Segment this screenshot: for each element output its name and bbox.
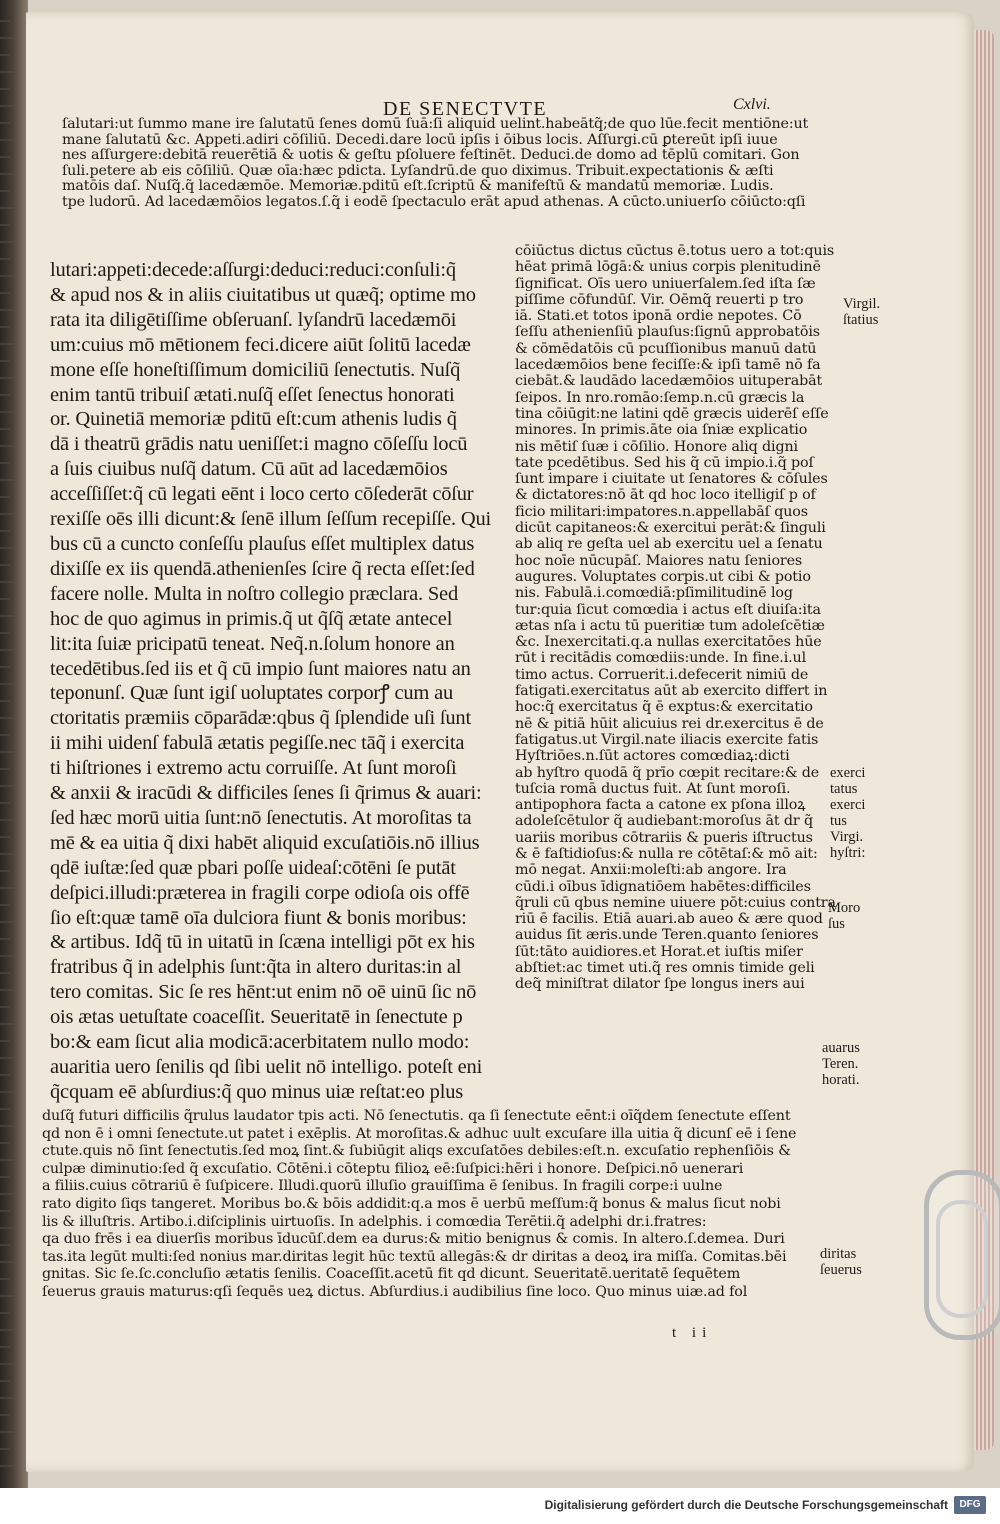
facing-page-line xyxy=(0,887,17,889)
commentary-line: tas.ita legūt multi:ſed nonius mar.diritas legit hūc textū allegās:& dr diritas a deoꝝ ira miſſa. Comitas.bēi xyxy=(42,1248,787,1265)
commentary-line: matōis daſ. Nuſq̃.q̃ lacedæmōe. Memoriæ.pditū eſt.ſcriptū & manifeſtū & mandatū memoriæ. Ludis. xyxy=(62,178,774,195)
commentary-line: & cōmēdatōis cū pcuſſionibus manuū datū xyxy=(515,340,817,357)
facing-page-line xyxy=(0,190,10,192)
text-line: lutari:appeti:decede:aſſurgi:deduci:reduci:conſuli:q̃ xyxy=(50,259,456,281)
text-line: tecedētibus.ſed iis et q̃ cū impio ſunt maiores natu an xyxy=(50,657,471,680)
facing-page-line xyxy=(0,1261,17,1263)
marginal-note-line: hyſtri: xyxy=(830,845,866,861)
text-line: ſed hæc morū uitia ſunt:nō ſenectutis. At moroſitas ta xyxy=(50,806,472,829)
commentary-line: & dictatores:nō āt qd hoc loco itelligiſ p of xyxy=(515,487,816,504)
facing-page-line xyxy=(0,207,17,209)
commentary-line: hoc noīe nūcupāſ. Maiores natu ſeniores xyxy=(515,552,803,569)
facing-page-line xyxy=(0,1295,17,1297)
commentary-line: q̃ruli cū qbus nemine uiuere pōt:cuius contra xyxy=(515,894,836,911)
facing-page-line xyxy=(0,1414,10,1416)
facing-page-line xyxy=(0,1448,10,1450)
commentary-line: mō negat. Anxii:moleſti:ab angore. Ira xyxy=(515,862,787,879)
folio-number: Cxlvi. xyxy=(733,96,771,113)
marginal-note-exercitatus xyxy=(830,765,865,861)
text-line: lit:ita ſuiæ pricipatū teneat. Neq̃.n.ſolum honore an xyxy=(50,632,455,655)
marginal-note-line: horati. xyxy=(822,1072,860,1088)
text-line: fratribus q̃ in adelphis ſunt:q̃ta in altero duritas:in al xyxy=(50,956,462,979)
facing-page-line xyxy=(0,989,17,991)
commentary-line: riū ē facilis. Etiā auari.ab aueo & ære quod xyxy=(515,911,823,928)
commentary-line: nis mētiſ ſuæ i cōſilio. Honore aliq digni xyxy=(515,438,798,455)
commentary-line: ſunt impare i ciuitate ut ſenatores & cōſules xyxy=(515,471,828,488)
commentary-line: ficio militari:impatores.n.appellabāſ quos xyxy=(515,503,808,520)
facing-page-line xyxy=(0,71,17,73)
commentary-line: lis & illuſtris. Artibo.i.diſciplinis uirtuoſis. In adelphis. i comœdia Terētii.q̃ adelphi dr.i.fratres: xyxy=(42,1213,707,1230)
facing-page-line xyxy=(0,615,17,617)
facing-page-line xyxy=(0,1465,17,1467)
paper-clip-inner xyxy=(936,1200,988,1318)
commentary-top xyxy=(62,117,808,211)
commentary-line: lacedæmōios bene feciſſe:& ipſi tamē nō fa xyxy=(515,357,821,374)
marginal-note-line: Virgil. xyxy=(843,296,881,312)
commentary-line: tuſcia romā ductus fuit. At ſunt moroſi. xyxy=(515,780,791,797)
commentary-line: iā. Stati.et totos iponā ordie nepotes. Cō xyxy=(515,308,802,325)
marginal-note-line: auarus xyxy=(822,1040,860,1056)
facing-page-line xyxy=(0,904,10,906)
commentary-right-column xyxy=(515,243,836,993)
commentary-line: adoleſcētulor q̃ audiebant:moroſus āt dr q̃ xyxy=(515,813,813,830)
commentary-line: dicūt capitaneos:& exercitui perāt:& ſinguli xyxy=(515,520,826,537)
text-line: bo:& eam ſicut alia modicā:acerbitatem nullo modo: xyxy=(50,1031,470,1054)
text-line: dā i theatrū grādis natu ueniſſet:i magno cōſeſſu locū xyxy=(50,433,468,456)
facing-page-line xyxy=(0,921,17,923)
commentary-line: & ē faſtidioſus:& nulla re cōtētaſ:& mō ait: xyxy=(515,845,818,862)
facing-page-line xyxy=(0,411,17,413)
marginal-note-line: ſeuerus xyxy=(820,1262,862,1278)
commentary-bottom xyxy=(42,1108,796,1302)
facing-page-line xyxy=(0,598,10,600)
facing-page-line xyxy=(0,275,17,277)
marginal-note-auarus xyxy=(822,1040,860,1088)
commentary-line: ctute.quis nō ſint ſenectutis.ſed moꝝ ſint.& ſubiūgit aliqs excuſatōes debiles:eſt.n. excuſatio rephenſiōis & xyxy=(42,1143,791,1160)
facing-page-line xyxy=(0,1278,10,1280)
commentary-line: deq̃ miniſtrat dilator ſpe longus iners aui xyxy=(515,976,805,993)
facing-page-line xyxy=(0,496,10,498)
commentary-line: ſeſſu athenienſiū plauſus:ſignū approbatōis xyxy=(515,324,820,341)
facing-page-line xyxy=(0,156,10,158)
commentary-line: hēat primā lōgā:& unius corpis plenitudinē xyxy=(515,259,821,276)
text-line: ii mihi uidenſ fabulā ætatis pegiſſe.nec tāq̃ i exercita xyxy=(50,732,465,755)
text-line: ctoritatis præmiis cōparādæ:qbus q̃ ſplendide uſi ſunt xyxy=(50,707,471,730)
commentary-line: abſtiet:ac timet uti.q̃ res omnis timide geli xyxy=(515,960,815,977)
text-line: q̃cquam eē abſurdius:q̃ quo minus uiæ reſtat:eo plus xyxy=(50,1080,464,1103)
commentary-line: tina cōiūgit:ne latini qdē græcis uiderēſ eſſe xyxy=(515,405,829,422)
facing-page-line xyxy=(0,1363,17,1365)
facing-page-line xyxy=(0,1227,17,1229)
marginal-note-line: ſus xyxy=(828,916,845,932)
text-line: or. Quinetiā memoriæ pditū eſt:cum athenis ludis q̃ xyxy=(50,408,457,431)
commentary-line: tpe ludorū. Ad lacedæmōios legatos.ſ.q̃ i eodē ſpectaculo erāt apud athenas. A cūcto.uniuerſo cōiūcto:qſi xyxy=(62,193,806,210)
commentary-line: gnitas. Sic ſe.ſc.concluſio ætatis ſenilis. Coaceſſit.acetū fit qd dicunt. Seueritatē.ueritatē ſequētem xyxy=(42,1266,741,1283)
commentary-line: culpæ diminutio:ſed q̃ excuſatio. Cōtēni.i cōteptu filioꝝ eē:ſuſpici:hēri i honore. Deſpici.nō uenerari xyxy=(42,1160,744,1177)
commentary-line: nē & pitiā hūit alicuius rei dr.exercitus ē de xyxy=(515,715,824,732)
facing-page-line xyxy=(0,649,17,651)
commentary-line: qa duo frēs i ea diuerſis moribus īducūſ.dem ea durus:& mitio benignus & comis. In altero.ſ.demea. Duri xyxy=(42,1231,785,1248)
facing-page-line xyxy=(0,1057,17,1059)
commentary-line: cūdi.i oībus īdignatiōem habētes:difficiles xyxy=(515,878,811,895)
facing-page-line xyxy=(0,1431,17,1433)
commentary-line: timo actus. Corruerit.i.defecerit nimiū de xyxy=(515,666,809,683)
marginal-note-line: ſtatius xyxy=(843,312,879,328)
facing-page-line xyxy=(0,819,17,821)
commentary-line: Hyſtriōes.n.ſūt actores comœdiaꝝ:dicti xyxy=(515,748,790,765)
commentary-line: minores. In primis.āte oia ſniæ explicatio xyxy=(515,422,808,439)
commentary-line: nis. Fabulā.i.comœdiā:pſimilitudinē log xyxy=(515,585,793,602)
facing-page-line xyxy=(0,1040,10,1042)
commentary-line: ab aliq re geſta uel ab exercitu uel a ſenatu xyxy=(515,536,823,553)
text-line: ois ætas uetuſtate coaceſſit. Seueritatē in ſenectute p xyxy=(50,1006,463,1029)
facing-page-line xyxy=(0,785,17,787)
facing-page-line xyxy=(0,173,17,175)
marginal-note-line: Moro xyxy=(828,900,861,916)
facing-page-line xyxy=(0,513,17,515)
commentary-line: ætas nſa i actu tū pueritiæ tum adoleſcētiæ xyxy=(515,617,825,634)
facing-page-line xyxy=(0,360,10,362)
facing-page-line xyxy=(0,326,10,328)
commentary-line: ſalutari:ut ſummo mane ire ſalutatū ſenes domū ſuā:ſi aliquid uelint.habeātq̃;de quo lūe.fecit mentiōne:ut xyxy=(62,116,809,132)
facing-page-line xyxy=(0,683,17,685)
text-line: teponunſ. Quæ ſunt igiſ uoluptates corporꝭ cum au xyxy=(50,682,454,705)
facing-page-line xyxy=(0,1346,10,1348)
commentary-line: rūt i recitādis comœdiis:unde. In fine.i.ul xyxy=(515,650,806,667)
commentary-line: nes aſſurgere:debitā reuerētiā & uotis & geſtu pſoluere feſtinēt. Deduci.de domo ad tēplū comitari. Gon xyxy=(62,147,800,164)
facing-page-line xyxy=(0,666,10,668)
commentary-line: fatigati.exercitatus aūt ab exercito differt in xyxy=(515,683,828,700)
commentary-line: ſignificat. Oīs uero uniuerſalem.ſed iſta ſæ xyxy=(515,275,816,292)
facing-page-line xyxy=(0,1142,10,1144)
facing-page-line xyxy=(0,224,10,226)
facing-page-line xyxy=(0,1091,17,1093)
commentary-line: rato digito ſiqs tangeret. Moribus bo.& bōis addidit:q.a mos ē uerbū meſſum:q̃ bonus & malus ſicut nobi xyxy=(42,1195,781,1212)
marginal-note-line: tus xyxy=(830,813,847,829)
facing-page-line xyxy=(0,1329,17,1331)
facing-page-line xyxy=(0,564,10,566)
commentary-line: qd non ē i omni ſenectute.ut patet i exēplis. At moroſitas.& adhuc uult excuſare illa uitia q̃ dicunſ eē i ſene xyxy=(42,1125,797,1142)
facing-page-line xyxy=(0,751,17,753)
facing-page-line xyxy=(0,1176,10,1178)
facing-page-line xyxy=(0,428,10,430)
commentary-line: ciebāt.& laudādo lacedæmōios uituperabāt xyxy=(515,373,823,390)
running-head: DE SENECTVTE xyxy=(383,98,548,120)
facing-page-line xyxy=(0,1380,10,1382)
text-line: & artibus. Idq̃ tū in uitatū in ſcæna intelligi pōt ex his xyxy=(50,931,475,954)
marginal-note-line: Virgi. xyxy=(830,829,864,845)
text-line: bus cū a cuncto conſeſſu plauſus eſſet multiplex datus xyxy=(50,532,475,555)
text-line: um:cuius mō mētionem feci.dicere aiūt ſolitū lacedæ xyxy=(50,333,471,356)
text-line: rexiſſe oēs illi dicunt:& ſenē illum ſeſſum recepiſſe. Qui xyxy=(50,508,491,531)
text-line: auaritia uero ſenilis qd ſibi uelit nō intelligo. poteſt eni xyxy=(50,1056,483,1078)
marginal-note-line: exerci xyxy=(830,797,866,813)
commentary-line: augures. Voluptates corpis.ut cibi & potio xyxy=(515,568,811,585)
commentary-line: uariis moribus cōtrariis & pueris iſtructus xyxy=(515,829,813,846)
facing-page-line xyxy=(0,1397,17,1399)
commentary-line: mane ſalutatū &c. Appeti.adiri cōſiliū. Decedi.dare locū ipſis i ōibus locis. Aſſurgi.cū ꝑtereūt ipſi iuue xyxy=(62,131,778,148)
marginal-note-line: exerci xyxy=(830,765,866,781)
commentary-line: fatigatus.ut Virgil.nate iliacis exercite fatis xyxy=(515,731,819,748)
facing-page-line xyxy=(0,88,10,90)
text-line: hoc de quo agimus in primis.q̃ ut q̃ſq̃ ætate antecel xyxy=(50,607,453,630)
facing-page-line xyxy=(0,632,10,634)
commentary-line: duſq̃ futuri difficilis q̃rulus laudator tpis acti. Nō ſenectutis. qa ſi ſenectute eēnt:i oīq̃dem ſenectute eſſent xyxy=(42,1108,791,1124)
facing-page-line xyxy=(0,377,17,379)
facing-page-line xyxy=(0,1244,10,1246)
commentary-line: ab hyſtro quodā q̃ prīo cœpit recitare:& de xyxy=(515,764,820,781)
facing-page-line xyxy=(0,139,17,141)
facing-page-line xyxy=(0,1023,17,1025)
facing-page-line xyxy=(0,972,10,974)
facing-page-line xyxy=(0,1312,10,1314)
facing-page-line xyxy=(0,870,10,872)
text-line: ti hiſtriones i extremo actu corruiſſe. At ſunt moroſi xyxy=(50,757,457,780)
facing-page-edge xyxy=(0,0,24,1488)
facing-page-line xyxy=(0,955,17,957)
facing-page-line xyxy=(0,853,17,855)
signature-mark: t ii xyxy=(672,1325,713,1341)
facing-page-line xyxy=(0,547,17,549)
facing-page-line xyxy=(0,292,10,294)
dfg-logo: DFG xyxy=(954,1496,986,1514)
commentary-line: ſuli.petere ab eis cōſiliū. Quæ oīa:hæc pdicta. Lyſandrū.de quo diximus. Tribuit.expectationis & æſti xyxy=(62,162,774,179)
commentary-line: tate pcedētibus. Sed his q̃ cū impio.i.q̃ poſ xyxy=(515,454,814,471)
commentary-line: &c. Inexercitati.q.a nullas exercitatōes hūe xyxy=(515,634,822,651)
commentary-line: auidus ſit æris.unde Teren.quanto ſeniores xyxy=(515,927,819,944)
main-text-column xyxy=(50,258,491,1105)
text-line: & apud nos & in aliis ciuitatibus ut quæq̃; optime mo xyxy=(50,283,476,306)
facing-page-line xyxy=(0,1125,17,1127)
facing-page-line xyxy=(0,1108,10,1110)
facing-page-line xyxy=(0,20,10,22)
text-line: qdē iuſtæ:ſed quæ pbari poſſe uideaſ:cōtēni ſe putāt xyxy=(50,856,456,879)
commentary-line: ſeipos. In nro.romāo:ſemp.n.cū græcis la xyxy=(515,389,805,406)
facing-page-line xyxy=(0,938,10,940)
facing-page-line xyxy=(0,122,10,124)
facing-page-line xyxy=(0,445,17,447)
marginal-note-line: diritas xyxy=(820,1246,857,1262)
facing-page-line xyxy=(0,479,17,481)
facing-page-line xyxy=(0,581,17,583)
marginal-note-line: Teren. xyxy=(822,1056,859,1072)
facing-page-line xyxy=(0,1210,10,1212)
facing-page-line xyxy=(0,1193,17,1195)
commentary-line: a filiis.cuius cōtrariū ē ſuſpicere. Illudi.quorū illuſio grauiſſima ē ſenibus. In fragili corpe:i uulne xyxy=(42,1178,723,1195)
facing-page-line xyxy=(0,241,17,243)
commentary-line: ſeuerus grauis maturus:qſi ſequēs ueꝝ dictus. Abſurdius.i audibilius ſine loco. Quo minus uiæ.ad fol xyxy=(42,1283,748,1300)
funding-note: Digitalisierung gefördert durch die Deutsche Forschungsgemeinschaft xyxy=(544,1498,948,1512)
text-line: acceſſiſſet:q̃ cū legati eēnt i loco certo cōſederāt cōſur xyxy=(50,483,474,506)
facing-page-line xyxy=(0,717,17,719)
text-line: enim tantū tribuiſ ætati.nuſq̃ eſſet ſenectus honorati xyxy=(50,383,455,406)
facing-page-line xyxy=(0,462,10,464)
facing-page-line xyxy=(0,1159,17,1161)
facing-page-line xyxy=(0,258,10,260)
text-line: ſio eſt:quæ tamē oīa dulciora fiunt & bonis moribus: xyxy=(50,906,467,929)
text-line: dixiſſe ex iis quendā.athenienſes ſcire q̃ recta eſſet:ſed xyxy=(50,557,475,580)
text-line: mone eſſe honeſtiſſimum domiciliū ſenectutis. Nuſq̃ xyxy=(50,358,461,381)
facing-page-line xyxy=(0,836,10,838)
marginal-note-diritas xyxy=(820,1246,862,1278)
text-line: deſpici.illudi:præterea in fragili corpe odioſa ois offē xyxy=(50,881,470,904)
marginal-note-morosus xyxy=(828,900,860,932)
facing-page-line xyxy=(0,734,10,736)
commentary-line: cōiūctus dictus cūctus ē.totus uero a tot:quis xyxy=(515,243,835,259)
facing-page-line xyxy=(0,105,17,107)
text-line: a ſuis ciuibus nuſq̃ datum. Cū aūt ad lacedæmōios xyxy=(50,458,448,481)
text-line: tero comitas. Sic ſe res hēnt:ut enim nō oē uinū ſic nō xyxy=(50,981,477,1004)
text-line: mē & ea uitia q̃ dixi habēt aliquid excuſatiōis.nō illius xyxy=(50,831,480,854)
commentary-line: tur:quia ſicut comœdia i actus eſt diuiſa:ita xyxy=(515,601,821,618)
commentary-line: piſſime cōfundūſ. Vir. Oēmq̃ reuerti p tro xyxy=(515,291,804,308)
facing-page-line xyxy=(0,37,17,39)
facing-page-line xyxy=(0,1006,10,1008)
facing-page-line xyxy=(0,343,17,345)
facing-page-line xyxy=(0,1074,10,1076)
facing-page-line xyxy=(0,700,10,702)
facing-page-line xyxy=(0,54,10,56)
marginal-note-line: tatus xyxy=(830,781,858,797)
text-line: & anxii & iracūdi & difficiles ſenes ſi q̃rimus & auari: xyxy=(50,782,482,805)
text-line: facere nolle. Multa in noſtro collegio præclara. Sed xyxy=(50,582,458,605)
facing-page-line xyxy=(0,802,10,804)
commentary-line: ſūt:tāto auidiores.et Horat.et iuſtis miſer xyxy=(515,943,803,960)
facing-page-line xyxy=(0,309,17,311)
footer-bar xyxy=(0,1488,1000,1524)
facing-page-line xyxy=(0,768,10,770)
commentary-line: hoc:q̃ exercitatus q̃ ē exptus:& exercitatio xyxy=(515,699,813,716)
marginal-note-virgil-statius xyxy=(843,296,880,328)
facing-page-line xyxy=(0,530,10,532)
text-line: rata ita diligētiſſime obſeruanſ. lyſandrū lacedæmōi xyxy=(50,308,457,331)
facing-page-line xyxy=(0,394,10,396)
commentary-line: antipophora facta a catone ex pſona illoꝝ xyxy=(515,797,806,814)
